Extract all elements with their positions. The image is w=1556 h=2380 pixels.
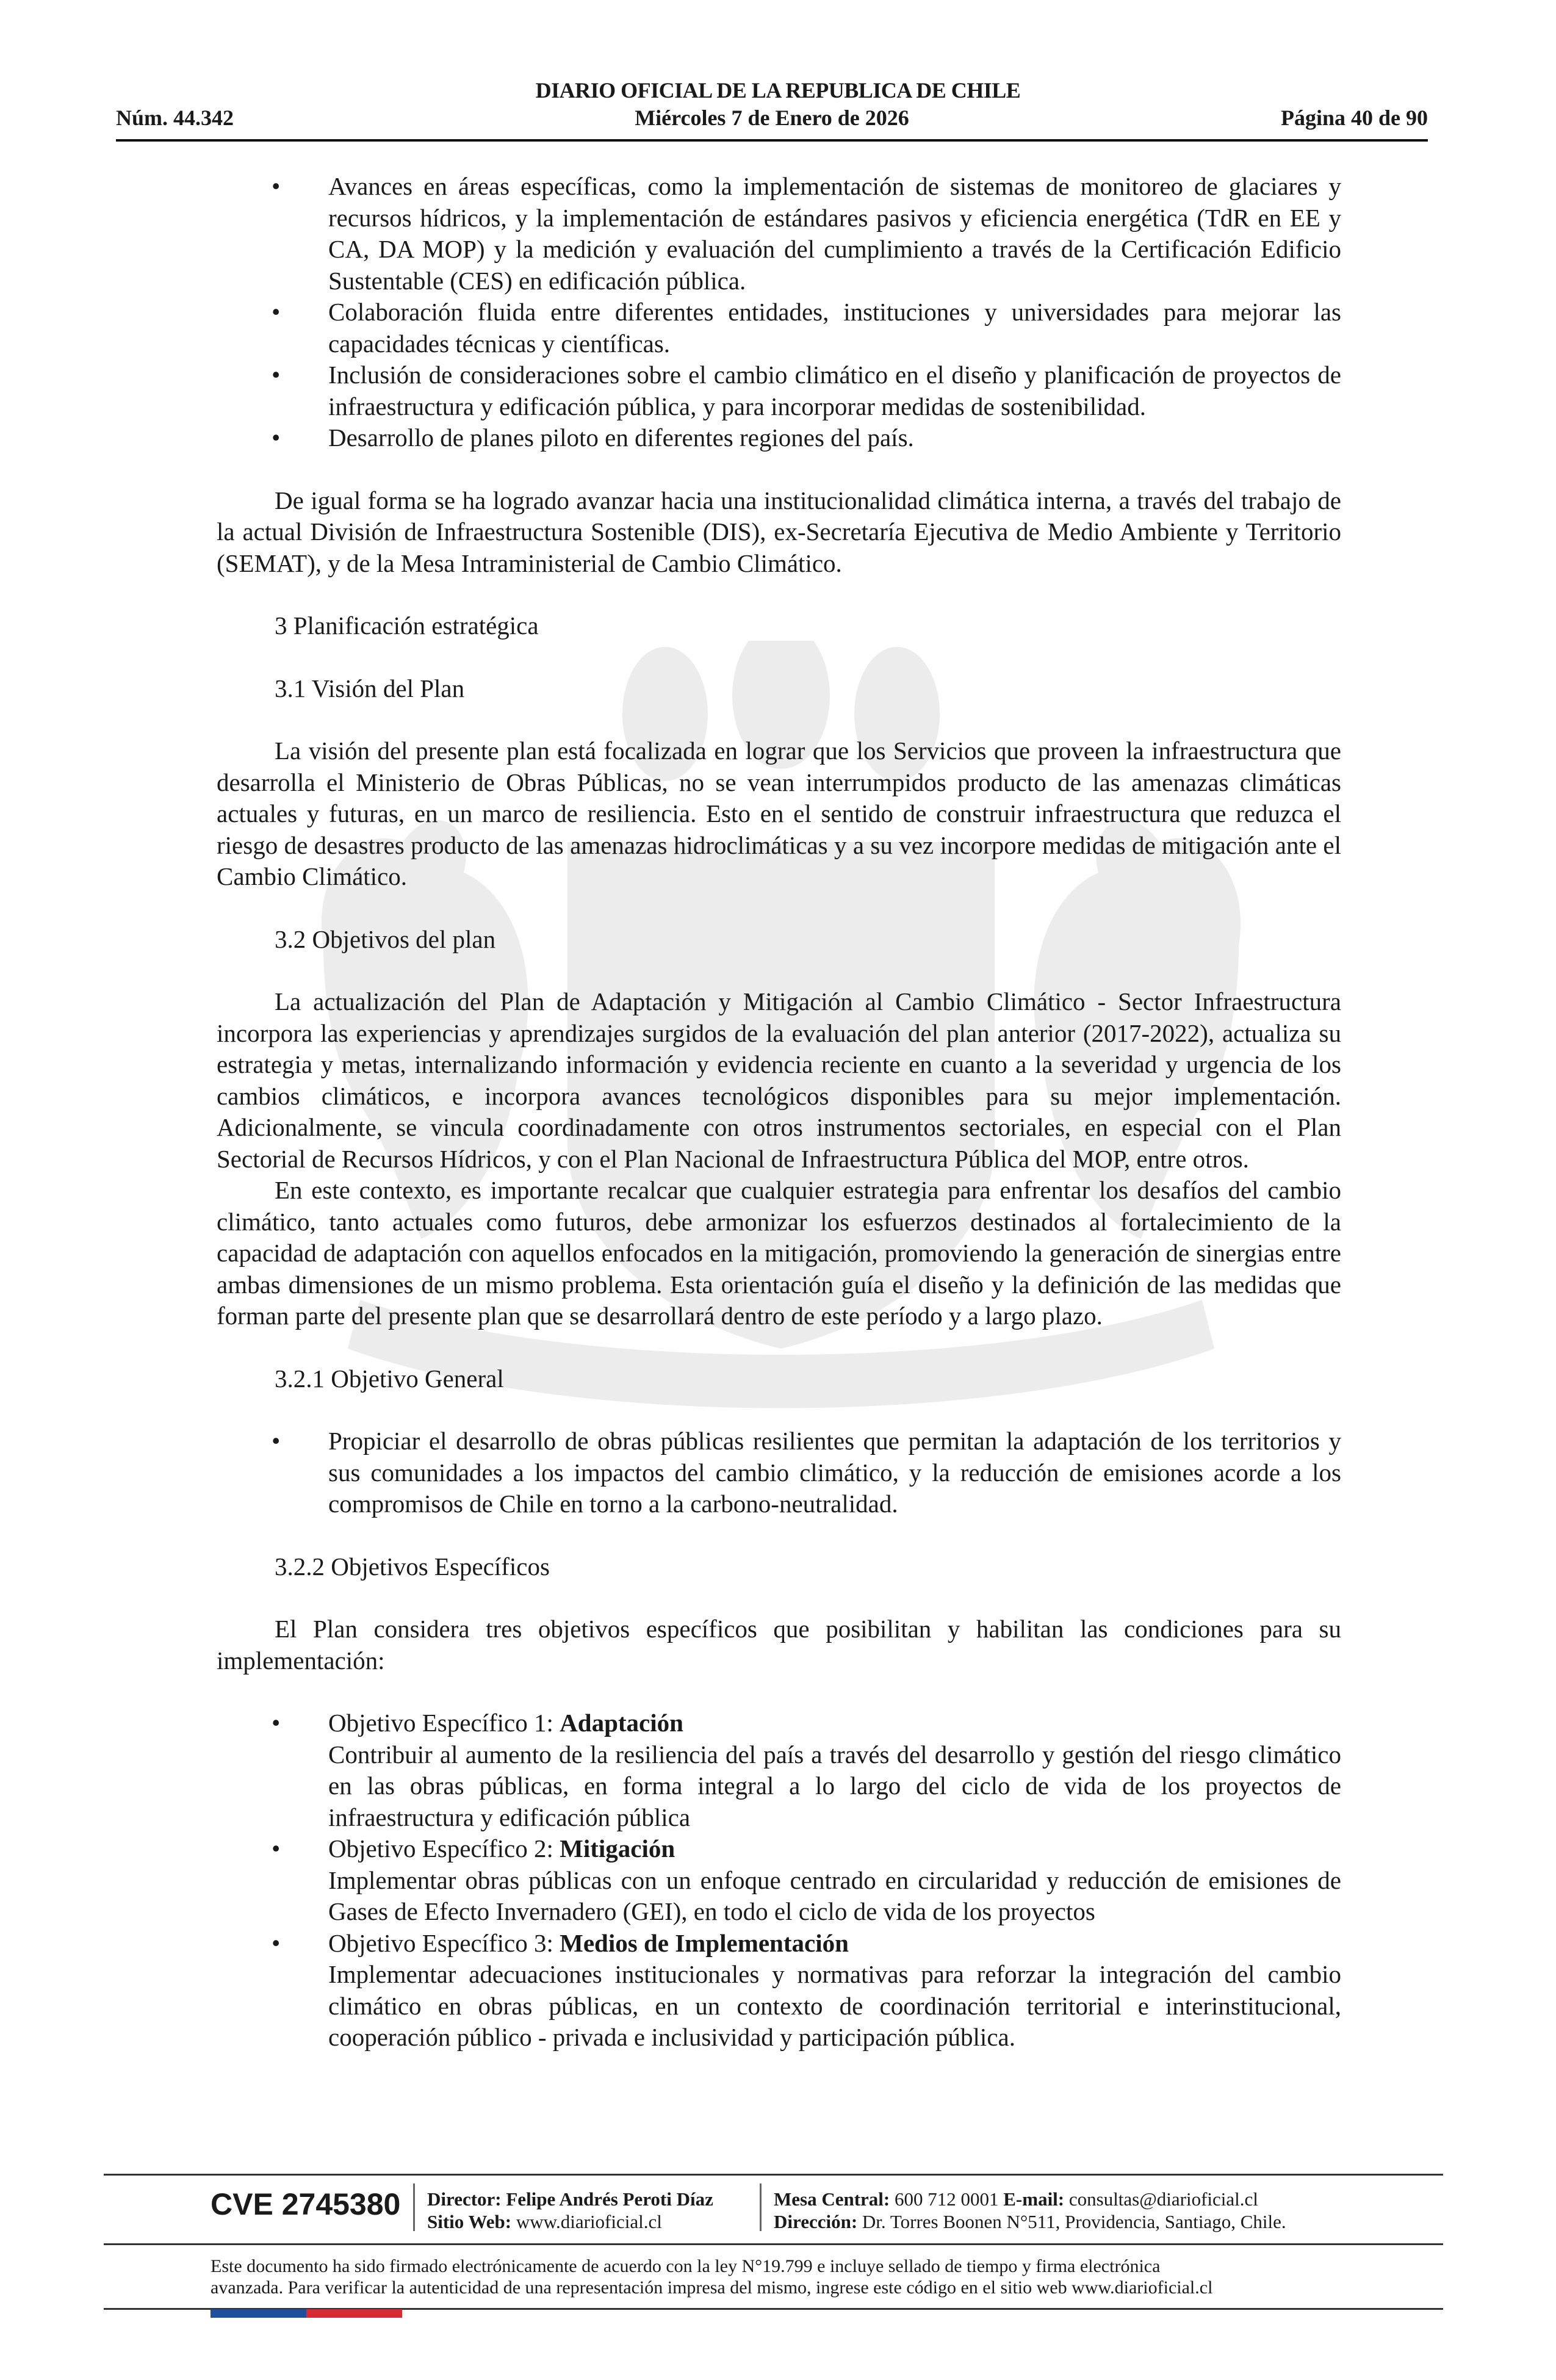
section-heading: 3.1 Visión del Plan <box>275 674 465 702</box>
objective-item: • Objetivo Específico 3: Medios de Implementación Implementar adecuaciones institucionales y normativas para reforzar la integración del cambio climático en obras públicas, en un contexto de coordinación territorial e interinstitucional, cooperación público - privada e inclusividad y participación pública. <box>217 1928 1341 2054</box>
footer-director-block: Director: Felipe Andrés Peroti Díaz Sitio Web: www.diarioficial.cl <box>427 2188 713 2232</box>
paragraph-vision: La visión del presente plan está focalizada en lograr que los Servicios que proveen la infraestructura que desarrolla el Ministerio de Obras Públicas, no se vean interrumpidos producto de las amenazas climáticas actuales y futuras, en un marco de resiliencia. Esto en el sentido de construir infraestructura que reduzca el riesgo de desastres producto de las amenazas hidroclimáticas y a su vez incorpore medidas de mitigación ante el Cambio Climático. <box>217 737 1341 890</box>
document-body <box>217 171 1341 2054</box>
phone-number: 600 712 0001 <box>895 2188 999 2210</box>
section-heading: 3.2.2 Objetivos Específicos <box>275 1552 550 1581</box>
bullet-icon: • <box>272 172 281 200</box>
header-row <box>116 104 1428 132</box>
list-item: • Avances en áreas específicas, como la implementación de sistemas de monitoreo de glaciares y recursos hídricos, y la implementación de estándares pasivos y eficiencia energética (TdR en EE y CA, DA MOP) y la medición y evaluación del cumplimiento a través de la Certificación Edificio Sustentable (CES) en edificación pública. <box>272 172 1341 295</box>
address: Dr. Torres Boonen N°511, Providencia, Santiago, Chile. <box>862 2211 1286 2232</box>
issue-number: Núm. 44.342 <box>116 106 234 130</box>
bullet-icon: • <box>272 298 281 326</box>
website-link[interactable]: www.diarioficial.cl <box>516 2211 662 2232</box>
list-item: • Inclusión de consideraciones sobre el cambio climático en el diseño y planificación de proyectos de infraestructura y edificación pública, y para incorporar medidas de sostenibilidad. <box>272 361 1341 420</box>
header-rule <box>116 139 1428 142</box>
list-item: • Propiciar el desarrollo de obras públicas resilientes que permitan la adaptación de los territorios y sus comunidades a los impactos del cambio climático, y la reducción de emisiones acorde a los compromisos de Chile en torno a la carbono-neutralidad. <box>272 1427 1341 1518</box>
paragraph-contexto: En este contexto, es importante recalcar que cualquier estrategia para enfrentar los desafíos del cambio climático, tanto actuales como futuros, debe armonizar los esfuerzos destinados al fortalecimiento de la capacidad de adaptación con aquellos enfocados en la mitigación, promoviendo la generación de sinergias entre ambas dimensiones de un mismo problema. Esta orientación guía el diseño y la definición de las medidas que forman parte del presente plan que se desarrollará dentro de este período y a largo plazo. <box>217 1176 1341 1330</box>
flag-stripe-blue <box>211 2309 306 2318</box>
issue-date: Miércoles 7 de Enero de 2026 <box>635 106 909 130</box>
director-name: Felipe Andrés Peroti Díaz <box>506 2188 713 2210</box>
objective-description: Implementar adecuaciones institucionales y normativas para reforzar la integración del cambio climático en obras públicas, en un contexto de coordinación territorial e interinstitucional, cooperación público - privada e inclusividad y participación pública. <box>328 1960 1341 2051</box>
section-heading: 3.2 Objetivos del plan <box>275 925 496 953</box>
objective-description: Contribuir al aumento de la resiliencia del país a través del desarrollo y gestión del riesgo climático en las obras públicas, en forma integral a lo largo del ciclo de vida de los proyectos de infraestructura y edificación pública <box>328 1740 1341 1831</box>
footer-separator <box>413 2183 415 2231</box>
email-link[interactable]: consultas@diarioficial.cl <box>1068 2188 1258 2210</box>
bullet-icon: • <box>272 361 281 389</box>
bullet-icon: • <box>272 1427 281 1455</box>
objective-name: Adaptación <box>560 1709 683 1737</box>
list-item: • Desarrollo de planes piloto en diferentes regiones del país. <box>217 422 1341 454</box>
footer-separator <box>760 2183 762 2231</box>
cve-code: CVE 2745380 <box>211 2187 401 2221</box>
bullet-icon: • <box>272 424 281 452</box>
list-item: • Colaboración fluida entre diferentes entidades, instituciones y universidades para mejorar las capacidades técnicas y científicas. <box>272 298 1341 358</box>
legal-notice: Este documento ha sido firmado electrónicamente de acuerdo con la ley N°19.799 e incluye sellado de tiempo y firma electrónica avanzada. Para verificar la autenticidad de una representación impresa del mismo, ingrese este código en el sitio web www.diarioficial.cl <box>211 2256 1213 2298</box>
flag-stripe-red <box>306 2309 402 2318</box>
objective-item: • Objetivo Específico 2: Mitigación Implementar obras públicas con un enfoque centrado en circularidad y reducción de emisiones de Gases de Efecto Invernadero (GEI), en todo el ciclo de vida de los proyectos <box>217 1833 1341 1928</box>
objective-description: Implementar obras públicas con un enfoque centrado en circularidad y reducción de emisiones de Gases de Efecto Invernadero (GEI), en todo el ciclo de vida de los proyectos <box>328 1866 1341 1925</box>
objective-item: • Objetivo Específico 1: Adaptación Contribuir al aumento de la resiliencia del país a través del desarrollo y gestión del riesgo climático en las obras públicas, en forma integral a lo largo del ciclo de vida de los proyectos de infraestructura y edificación pública <box>217 1707 1341 1833</box>
bullet-icon: • <box>272 1834 281 1863</box>
section-heading: 3.2.1 Objetivo General <box>275 1364 504 1393</box>
paragraph-especificos: El Plan considera tres objetivos específicos que posibilitan y habilitan las condiciones para su implementación: <box>217 1615 1341 1675</box>
footer-rule-middle <box>104 2243 1443 2245</box>
footer-rule-top <box>104 2174 1443 2176</box>
paragraph-actualizacion: La actualización del Plan de Adaptación y Mitigación al Cambio Climático - Sector Infraestructura incorpora las experiencias y aprendizajes surgidos de la evaluación del plan anterior (2017-2022), actualiza su estrategia y metas, internalizando información y evidencia reciente en cuanto a la severidad y urgencia de los cambios climáticos, e incorpora avances tecnológicos disponibles para su mejor implementación. Adicionalmente, se vincula coordinadamente con otros instrumentos sectoriales, en especial con el Plan Sectorial de Recursos Hídricos, y con el Plan Nacional de Infraestructura Pública del MOP, entre otros. <box>217 987 1341 1173</box>
objective-name: Mitigación <box>560 1834 675 1863</box>
footer-contact-block: Mesa Central: 600 712 0001 E-mail: consultas@diarioficial.cl Dirección: Dr. Torres Boonen N°511, Providencia, Santiago, Chile. <box>774 2188 1286 2232</box>
page-number: Página 40 de 90 <box>1280 106 1428 130</box>
paragraph-institucionalidad: De igual forma se ha logrado avanzar hacia una institucionalidad climática interna, a través del trabajo de la actual División de Infraestructura Sostenible (DIS), ex-Secretaría Ejecutiva de Medio Ambiente y Territorio (SEMAT), y de la Mesa Intraministerial de Cambio Climático. <box>217 486 1341 577</box>
publication-title: DIARIO OFICIAL DE LA REPUBLICA DE CHILE <box>535 78 1021 103</box>
bullet-icon: • <box>272 1928 281 1957</box>
section-heading: 3 Planificación estratégica <box>275 611 539 640</box>
objective-name: Medios de Implementación <box>560 1928 849 1957</box>
bullet-icon: • <box>272 1709 281 1737</box>
